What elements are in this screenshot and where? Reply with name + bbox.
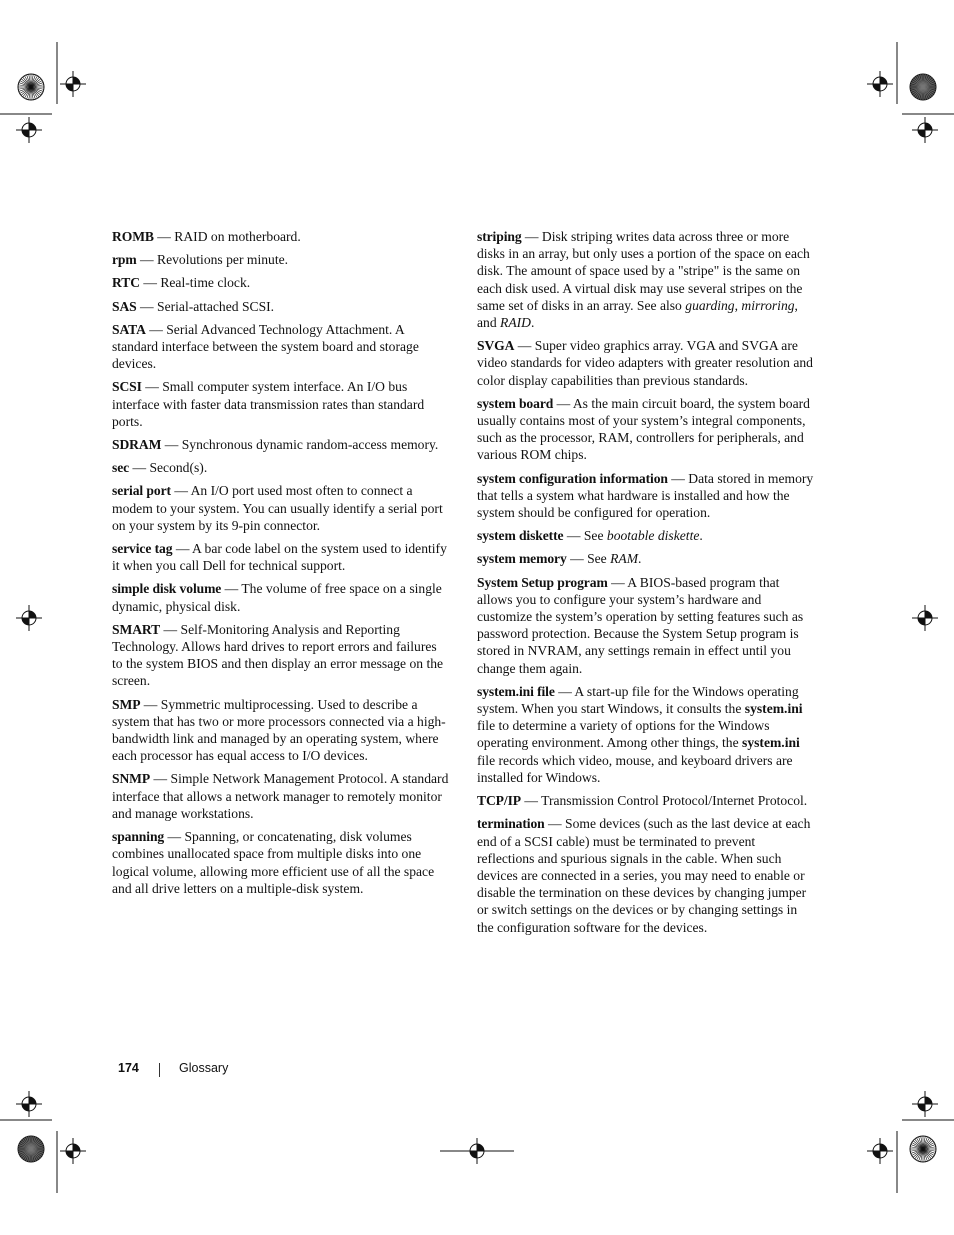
star-target-ray [923,87,927,99]
registration-target-fill [918,611,932,625]
glossary-cross-reference: bootable diskette [606,528,700,544]
page-number: 174 [118,1061,139,1075]
star-target-ray [921,74,923,87]
star-target-ray [19,1149,31,1153]
star-target-ray [31,87,43,91]
glossary-definition-text: — Real-time clock. [139,275,251,291]
star-target-ray [20,87,31,94]
glossary-definition-text: — Small computer system interface. An I/O bus interface with faster data transmission rates than standard ports. [112,379,425,429]
star-target-ray [923,83,935,87]
star-target [18,1136,44,1162]
glossary-definition-text: — RAID on motherboard. [153,229,301,244]
glossary-definition-text: — Second(s). [129,460,208,476]
star-target-ray [23,87,31,97]
glossary-cross-reference: RAM [610,551,639,567]
star-target-ray [18,1147,31,1149]
star-target-ray [913,87,923,95]
star-target-ray [923,87,930,98]
glossary-entry [112,540,450,574]
glossary-definition-text: — An I/O port used most often to connect a modem to your system. You can usually identify a serial port on your system by its 9-pin connector. [112,483,443,533]
glossary-term: SATA [112,321,146,337]
star-target-ray [923,81,934,88]
registration-target-fill [918,1097,932,1111]
glossary-entry [477,470,815,522]
glossary-definition-text: — Self-Monitoring Analysis and Reporting Technology. Allows hard drives to report errors and failures to the system BIOS and then display an error message on the screen. [112,621,444,689]
registration-target-fill [470,1144,484,1158]
star-target-ray [25,87,32,98]
glossary-term: SMART [112,621,161,637]
star-target-ray [19,1145,31,1149]
glossary-entry [477,683,815,786]
star-target-ray [31,1149,42,1156]
star-target-ray [31,1145,43,1149]
star-target-ray [31,1147,44,1149]
star-target-ray [29,1136,31,1149]
star-target-ray [923,1147,936,1149]
glossary-term: spanning [112,829,165,845]
glossary-definition-text: — Transmission Control Protocol/Internet Protocol. [520,793,808,809]
glossary-definition-text: — Some devices (such as the last device at each end of a SCSI cable) must be terminated to prevent reflections and spurious signals in the cable. When such devices are connected in a series, you may need to enable or disable the termination on these devices by changing jumper or switch settings on the devices or by changing settings in the configuration software for the devices. [477,816,811,935]
glossary-term: SVGA [477,338,515,354]
glossary-definition-text: file records which video, mouse, and keyboard drivers are installed for Windows. [477,752,793,785]
glossary-cross-reference: guarding [685,297,735,313]
glossary-definition-text: — Revolutions per minute. [136,252,289,268]
glossary-entry [477,337,815,389]
glossary-entry [112,228,450,245]
glossary-entry [112,696,450,765]
star-target-ray [917,76,924,87]
glossary-definition-text: — A start-up file for the Windows operating system. When you start Windows, it consults the [477,683,799,717]
star-target-ray [923,1149,925,1162]
star-target-ray [31,1139,39,1149]
glossary-term: striping [477,229,522,244]
star-target-ray [915,87,923,97]
registration-target [22,123,36,137]
star-target-ray [18,1149,31,1151]
footer-section-title: Glossary [179,1061,229,1075]
star-target-ray [31,79,41,87]
star-target-ray [23,1149,31,1159]
star-target-ray [913,1141,923,1149]
star-target-ray [23,77,31,87]
glossary-definition-text: — Super video graphics array. VGA and SVGA are video standards for video adapters with greater resolution and color display capabilities than previous standards. [477,338,813,388]
star-target-ray [923,87,933,95]
glossary-term: simple disk volume [112,581,222,597]
glossary-entry [112,770,450,822]
star-target-ray [923,74,925,87]
registration-target-fill [22,123,36,137]
star-target-ray [31,81,42,88]
star-target-ray [27,1149,31,1161]
registration-target [66,77,80,91]
star-target-ray [923,1149,931,1159]
glossary-entry [112,482,450,534]
registration-target-fill [22,1097,36,1111]
star-target-ray [923,1138,930,1149]
star-target-ray [923,87,935,91]
star-target-ray [27,1137,31,1149]
glossary-entry [112,378,450,430]
star-target-ray [923,1149,933,1157]
registration-target [918,1097,932,1111]
star-target-ray [31,83,43,87]
star-target-ray [21,1141,31,1149]
star-target-ray [923,77,931,87]
glossary-term: SCSI [112,379,142,395]
glossary-definition-text: — Data stored in memory that tells a system what hardware is installed and how the system should be configured for operation. [477,470,814,521]
star-target-ray [923,87,934,94]
glossary-term: SMP [112,696,141,712]
glossary-term: system diskette [477,528,564,544]
glossary-term: rpm [112,252,137,268]
glossary-filename: system.ini [742,735,800,751]
star-target-ray [20,1149,31,1156]
glossary-entry [112,436,450,453]
glossary-column-right [477,228,815,942]
glossary-definition-text: — Serial-attached SCSI. [136,298,275,314]
star-target-ray [31,85,44,87]
glossary-entry [112,251,450,268]
star-target-ray [21,87,31,95]
glossary-term: SNMP [112,771,151,787]
registration-target-fill [66,77,80,91]
glossary-definition-text: — See [566,551,611,567]
star-target-ray [923,85,936,87]
star-target-ray [31,1143,42,1150]
glossary-term: system board [477,395,554,411]
star-target-ray [19,83,31,87]
star-target-ray [31,1149,41,1157]
star-target-ray [31,87,33,100]
star-target-ray [911,1149,923,1153]
star-target-ray [18,85,31,87]
star-target-ray [910,87,923,89]
star-target-ray [921,1149,923,1162]
star-target-ray [915,77,923,87]
star-target-ray [25,76,32,87]
star-target-ray [923,1141,933,1149]
glossary-definition-text: — Serial Advanced Technology Attachment. A standard interface between the system board and storage devices. [112,321,419,372]
star-target-ray [923,87,936,89]
star-target-ray [911,87,923,91]
glossary-definition-text: — Disk striping writes data across three or more disks in an array, but only uses a portion of the space on each disk. The amount of space used by a "stripe" is the same on each disk used. A virtual disk may use several stripes on the same set of disks in an array. See also [477,229,810,313]
glossary-definition-text: . [530,315,535,331]
star-target-ray [923,76,930,87]
star-target-ray [915,1149,923,1159]
glossary-definition-text: . [699,528,703,544]
star-target-ray [912,1143,923,1150]
glossary-entry [477,574,815,677]
star-target-ray [20,1143,31,1150]
star-target [910,74,936,100]
star-target-ray [921,87,923,100]
glossary-term: termination [477,816,545,832]
star-target-ray [915,1139,923,1149]
star-target-ray [923,1137,927,1149]
glossary-definition-text: , [734,297,742,313]
star-target-ray [910,1147,923,1149]
glossary-entry [477,815,815,935]
star-target-ray [923,87,931,97]
glossary-cross-reference: RAID [500,315,531,331]
star-target-ray [31,76,38,87]
star-target-ray [923,1149,936,1151]
glossary-term: sec [112,460,130,476]
star-target-ray [29,74,31,87]
glossary-entry [112,580,450,614]
star-target-ray [23,1139,31,1149]
glossary-filename: system.ini [744,701,803,717]
glossary-entry [477,527,815,544]
star-target-ray [913,79,923,87]
star-target-ray [912,87,923,94]
glossary-definition-text: , and [477,297,798,331]
glossary-term: system configuration information [477,470,668,486]
star-target-ray [31,87,42,94]
star-target-ray [31,1149,33,1162]
glossary-entry [112,621,450,690]
star-target-ray [19,87,31,91]
glossary-definition-text: — A bar code label on the system used to identify it when you call Dell for technical support. [112,541,447,574]
star-target-ray [29,1149,31,1162]
star-target-ray [921,1136,923,1149]
star-target-ray [923,1149,934,1156]
star-target-ray [31,1136,33,1149]
star-target-ray [31,87,35,99]
star-target-ray [917,1138,924,1149]
star-target-ray [27,87,31,99]
star-target-ray [27,75,31,87]
star-target-ray [25,1149,32,1160]
star-target-ray [31,77,39,87]
glossary-term: SAS [112,298,137,314]
glossary-definition-text: — Symmetric multiprocessing. Used to describe a system that has two or more processors connected via a high-bandwidth link and managed by an operating system, where each processor has equal access to I/O devices. [112,696,446,764]
footer-divider [159,1063,160,1077]
registration-target [918,123,932,137]
star-target-ray [29,87,31,100]
glossary-entry [112,274,450,291]
star-target-ray [31,1149,39,1159]
star-target-ray [31,1149,35,1161]
star-target-ray [912,81,923,88]
star-target-ray [923,1149,930,1160]
star-target-ray [923,79,933,87]
star-target-ray [21,1149,31,1157]
star-target-ray [923,87,925,100]
glossary-definition-text: — A BIOS-based program that allows you to configure your system’s hardware and customize the system’s operation by setting features such as password protection. Because the System Setup program is stored in NVRAM, any settings remain in effect until you change them again. [477,574,804,676]
star-target-ray [917,1149,924,1160]
star-target-ray [31,74,33,87]
glossary-definition-text: — As the main circuit board, the system board usually contains most of your system’s integral components, such as the processor, RAM, controllers for peripherals, and various ROM chips. [477,395,810,463]
star-target-ray [25,1138,32,1149]
glossary-definition-text: — See [563,528,607,544]
star-target-ray [913,1149,923,1157]
registration-target [22,1097,36,1111]
glossary-term: SDRAM [112,437,162,453]
star-target [18,74,44,100]
glossary-definition-text: — Simple Network Management Protocol. A standard interface that allows a network manager to remotely monitor and manage workstations. [112,771,449,821]
star-target-ray [18,87,31,89]
glossary-entry [112,321,450,373]
star-target-ray [919,1149,923,1161]
registration-target [918,611,932,625]
star-target-ray [31,87,39,97]
glossary-term: TCP/IP [477,793,521,809]
registration-target-fill [873,77,887,91]
star-target-ray [911,83,923,87]
registration-target [873,77,887,91]
glossary-term: system.ini file [477,683,555,699]
glossary-term: system memory [477,551,567,567]
star-target-ray [923,1149,927,1161]
star-target-ray [31,1138,38,1149]
glossary-column-left [112,228,450,903]
glossary-definition-text: — The volume of free space on a single dynamic, physical disk. [112,581,442,614]
star-target-ray [923,1149,935,1153]
star-target-ray [912,1149,923,1156]
registration-target-fill [873,1144,887,1158]
star-target-ray [910,1149,923,1151]
star-target-ray [31,1149,44,1151]
registration-target [470,1144,484,1158]
star-target-ray [911,1145,923,1149]
star-target-ray [31,1149,43,1153]
glossary-cross-reference: mirroring [741,297,795,313]
glossary-entry [112,828,450,897]
star-target-ray [31,75,35,87]
glossary-term: service tag [112,541,173,557]
star-target-ray [31,87,38,98]
glossary-definition-text: — Synchronous dynamic random-access memory. [161,437,439,453]
glossary-entry [112,298,450,315]
glossary-definition-text: file to determine a variety of options for the Windows operating environment. Among other things, the [477,718,770,751]
registration-target-fill [918,123,932,137]
star-target-ray [923,1145,935,1149]
registration-target [873,1144,887,1158]
glossary-term: RTC [112,275,140,291]
star-target-ray [31,87,41,95]
star-target [910,1136,936,1162]
star-target-ray [919,87,923,99]
glossary-term: ROMB [112,229,154,244]
registration-target-fill [22,611,36,625]
glossary-term: serial port [112,483,171,499]
star-target-ray [20,81,31,88]
glossary-definition-text: — Spanning, or concatenating, disk volumes combines unallocated space from multiple disks into one logical volume, allowing more efficient use of all the space and all drive letters on a multiple-disk system. [112,829,435,896]
registration-target [66,1144,80,1158]
glossary-entry [477,228,815,331]
star-target-ray [919,75,923,87]
star-target-ray [31,1141,41,1149]
star-target-ray [917,87,924,98]
star-target-ray [923,1143,934,1150]
star-target-ray [910,85,923,87]
star-target-ray [923,75,927,87]
registration-target-fill [66,1144,80,1158]
star-target-ray [919,1137,923,1149]
glossary-term: System Setup program [477,574,608,590]
star-target-ray [31,87,44,89]
glossary-entry [112,459,450,476]
glossary-entry [477,395,815,464]
glossary-entry [477,792,815,809]
glossary-definition-text: . [638,551,642,567]
star-target-ray [923,1136,925,1149]
star-target-ray [31,1149,38,1160]
glossary-entry [477,550,815,567]
star-target-ray [923,1139,931,1149]
registration-target [22,611,36,625]
star-target-ray [21,79,31,87]
star-target-ray [31,1137,35,1149]
